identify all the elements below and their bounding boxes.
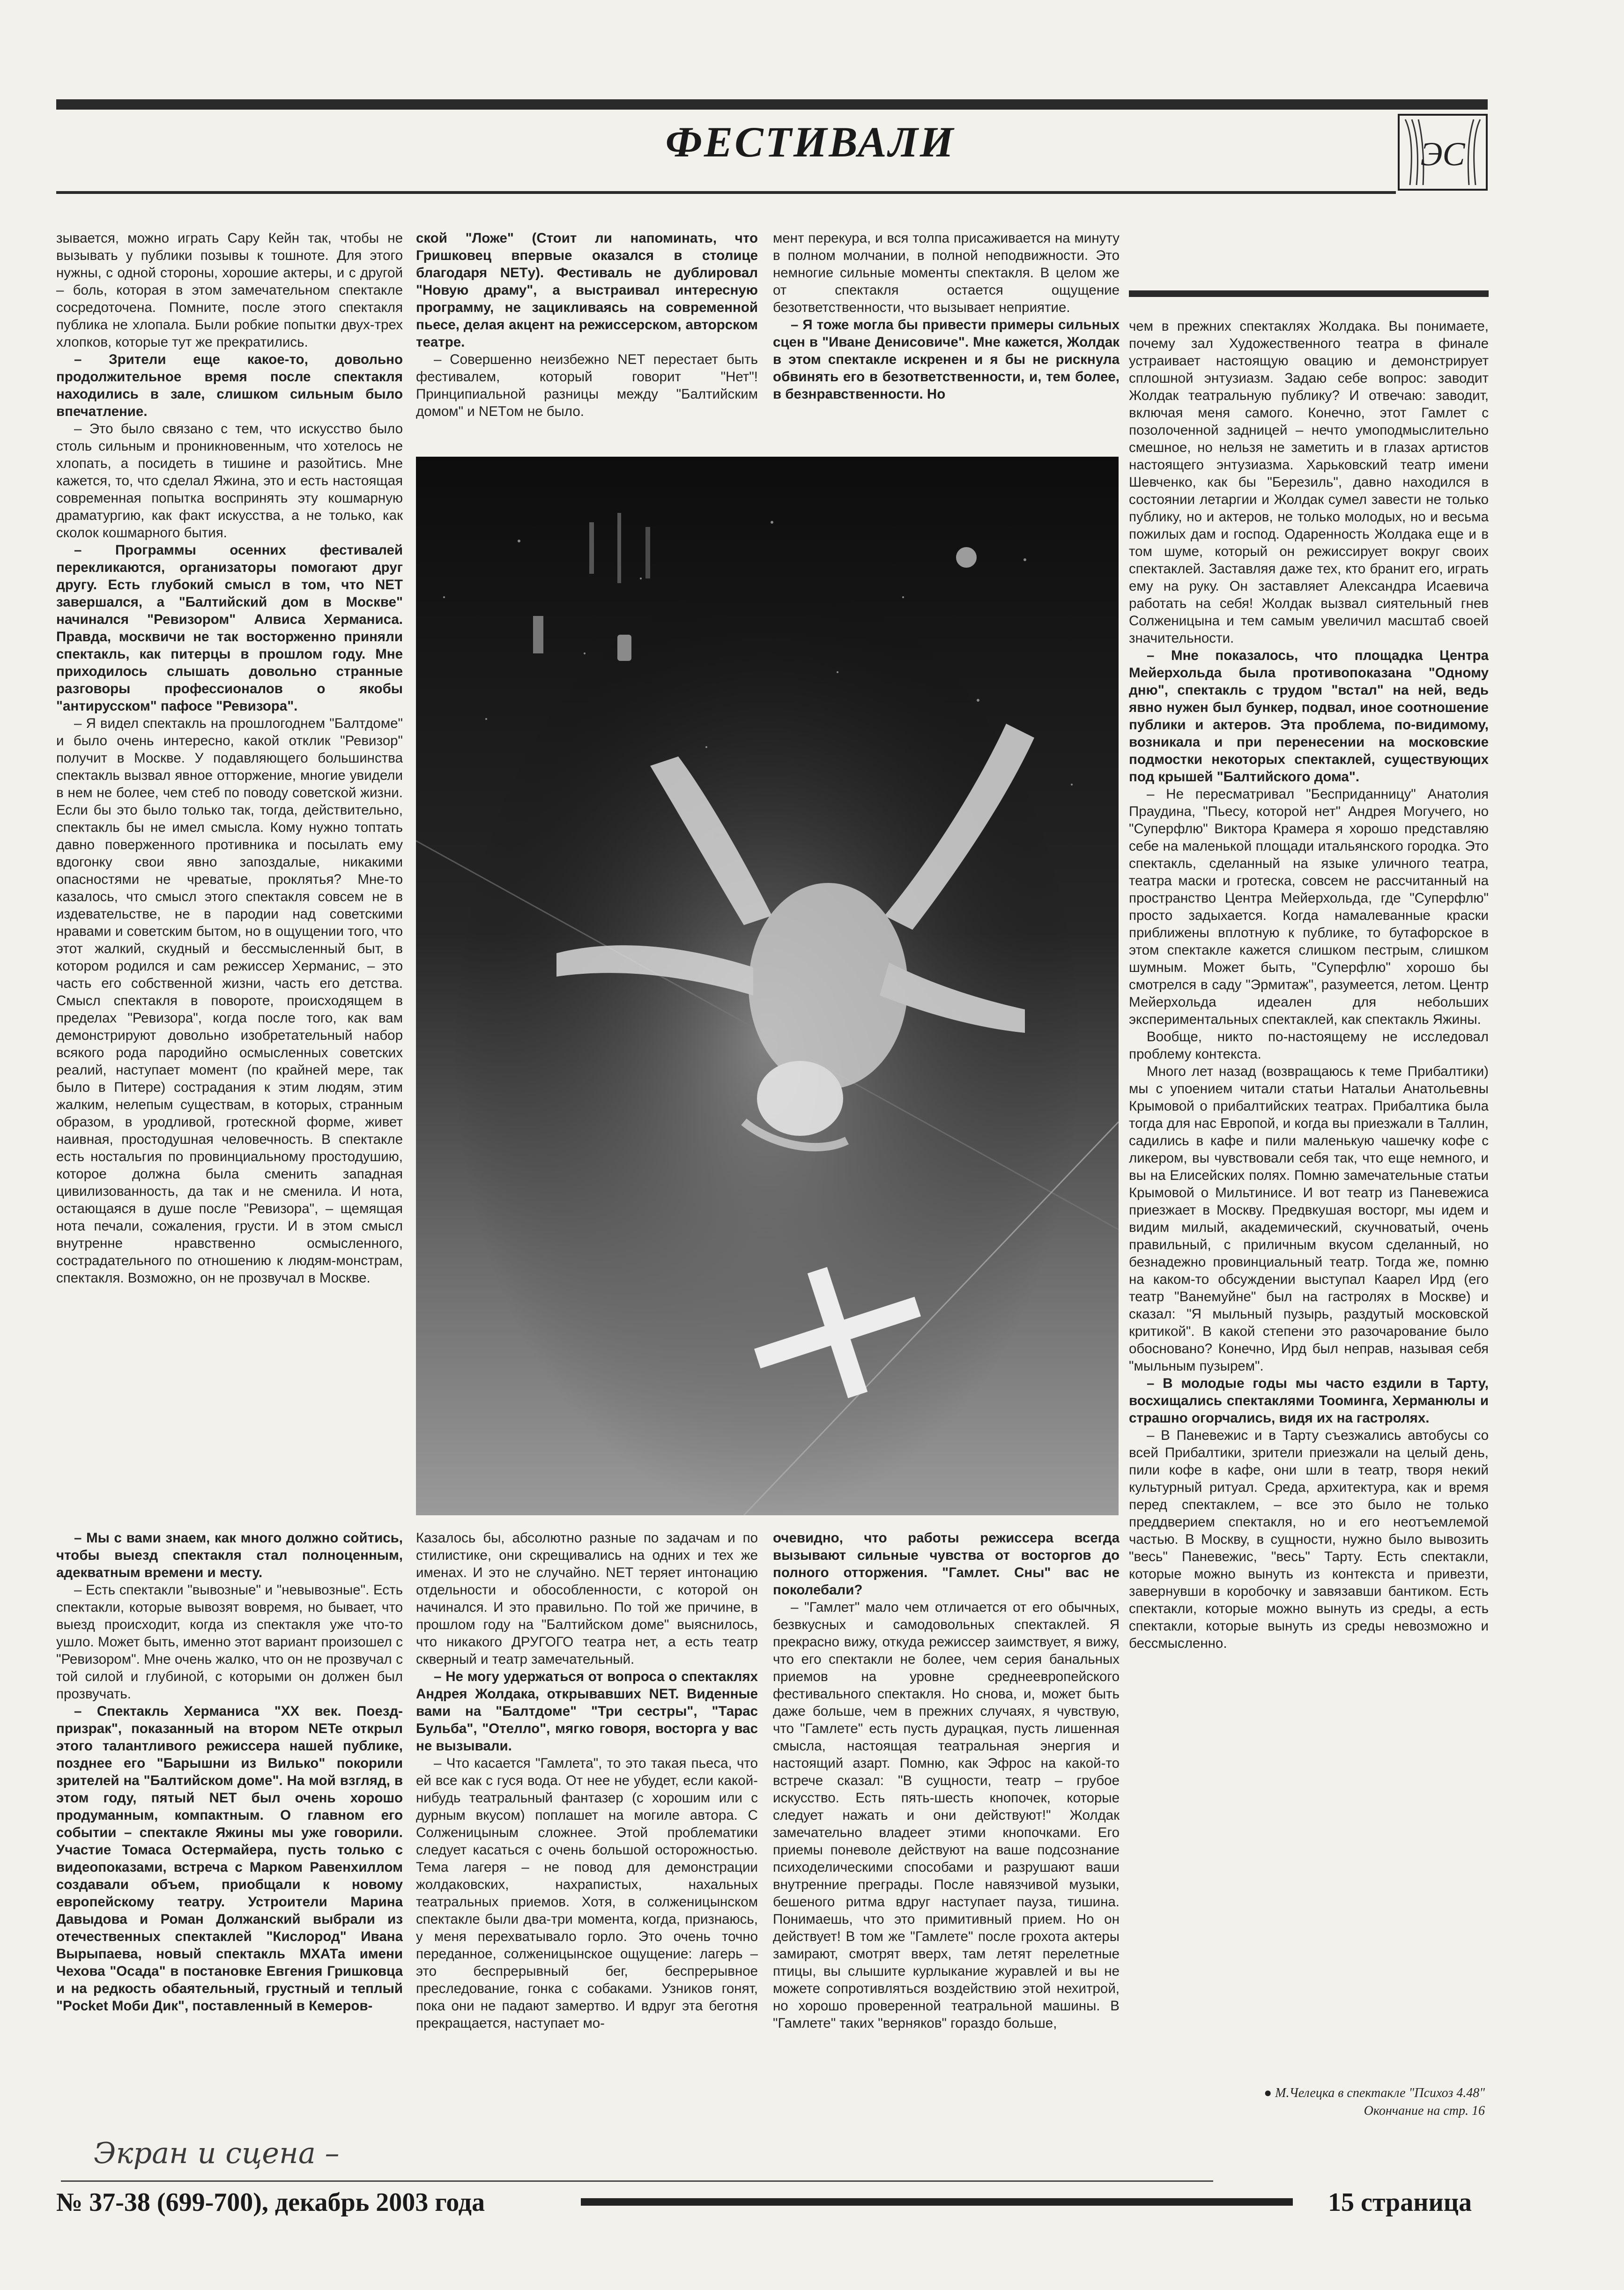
continued-note: Окончание на стр. 16 xyxy=(1364,2104,1485,2118)
photo-caption xyxy=(1129,2084,1485,2120)
handwriting-rule xyxy=(61,2180,1213,2182)
column-2-upper xyxy=(416,230,758,450)
article-paragraph: Вообще, никто по-настоящему не исследовал проблему контекста. xyxy=(1129,1029,1489,1062)
article-paragraph: – Спектакль Херманиса "ХХ век. Поезд-призрак", показанный на втором NETe открыл этого талантливого режиссера нашей публике, позднее его "Барышни из Вилько" покорили зрителей на "Балтийском доме". На мой взгляд, в этом году, пятый NET был очень хорошо продуманным, компактным. О главном его событии – спектакле Яжины мы уже говорили. Участие Томаса Остермайера, пусть только с видеопоказами, встреча с Марком Равенхиллом создавали объем, приобщали к новому европейскому театру. Устроители Марина Давыдова и Роман Должанский выбрали из отечественных спектаклей "Кислород" Ивана Вырыпаева, новый спектакль МХАТа имени Чехова "Осада" в постановке Евгения Гришковца и на редкость обаятельный, грустный и теплый "Pocket Моби Дик", поставленный в Кемеров- xyxy=(56,1704,403,2014)
column-4 xyxy=(1129,318,1489,2074)
article-paragraph: – Совершенно неизбежно NET перестает быть фестивалем, который говорит "Нет"! Принципиальной разницы между "Балтийским домом" и NETом не было. xyxy=(416,352,758,419)
article-paragraph: – Программы осенних фестивалей перекликаются, организаторы помогают друг другу. Есть глубокий смысл в том, что NET завершался, а "Балтийский дом в Москве" начинался "Ревизором" Алвиса Херманиса. Правда, москвичи не так восторженно приняли спектакль, как питерцы в прошлом году. Мне приходилось слышать довольно странные разговоры профессионалов о якобы "антирусском" пафосе "Ревизора". xyxy=(56,542,403,714)
article-paragraph: – Есть спектакли "вывозные" и "невывозные". Есть спектакли, которые вывозят вовремя, но бывает, что выезд происходит, когда из спектакля уже что-то ушло. Может быть, именно этот вариант произошел с "Ревизором". Мне очень жалко, что он не прозвучал с той силой и глубиной, с которыми он должен был прозвучать. xyxy=(56,1582,403,1702)
article-paragraph: Казалось бы, абсолютно разные по задачам и по стилистике, они скрещивались на одних и тех же именах. И это не случайно. NET теряет интонацию отдельности и обособленности, с которой он начинался. И это правильно. По той же причине, в прошлом году на "Балтийском доме" выяснилось, что никакого ДРУГОГО театра нет, а есть театр скверный и театр замечательный. xyxy=(416,1530,758,1667)
newspaper-logo-icon xyxy=(1396,110,1490,194)
article-paragraph: очевидно, что работы режиссера всегда вызывают сильные чувства от восторгов до полного отторжения. "Гамлет. Сны" вас не поколебали? xyxy=(773,1530,1120,1598)
article-paragraph: – Это было связано с тем, что искусство было столь сильным и проникновенным, что хотелось не хлопать, а посидеть в тишине и разойтись. Мне кажется, то, что сделал Яжина, это и есть настоящая современная попытка воспринять эту кошмарную драматургию, как факт искусства, а не только, как сколок кошмарного бытия. xyxy=(56,421,403,541)
svg-text:ЭС: ЭС xyxy=(1420,135,1465,173)
article-paragraph: Много лет назад (возвращаюсь к теме Прибалтики) мы с упоением читали статьи Натальи Анатольевны Крымовой о прибалтийских театрах. Прибалтика была тогда для нас Европой, и когда вы приезжали в Таллин, садились в кафе и пили маленькую чашечку кофе с ликером, вы чувствовали себя так, что еще немного, и вы на Елисейских полях. Помню замечательные статьи Крымовой о Мильтинисе. И вот театр из Паневежиса приезжает в Москву. Предвкушая восторг, мы идем и видим милый, академический, скучноватый, очень правильный, с приличным вкусом сделанный, но безнадежно провинциальный театр. Тогда же, помню на каком-то обсуждении выступал Каарел Ирд (его театр "Ванемуйне" был на гастролях в Москве) и сказал: "Я мыльный пузырь, раздутый московской критикой". В какой степени это разочарование было обосновано? Конечно, Ирд был неправ, называя себя "мыльным пузырем". xyxy=(1129,1064,1489,1374)
article-paragraph: – В молодые годы мы часто ездили в Тарту, восхищались спектаклями Тооминга, Херманюлы и страшно огорчались, видя их на гастролях. xyxy=(1129,1376,1489,1426)
article-paragraph: – "Гамлет" мало чем отличается от его обычных, безвкусных и самодовольных спектаклей. Я прекрасно вижу, откуда режиссер заимствует, я вижу, что его спектакли не более, чем серия банальных приемов на уровне среднеевропейского фестивального спектакля. Но снова, и, может быть даже больше, чем в прежних случаях, я чувствую, что "Гамлете" есть пусть дурацкая, пусть лишенная смысла, настоящая театральная энергия и настоящий азарт. Помню, как Эфрос на какой-то встрече сказал: "В сущности, театр – грубое искусство. Есть пять-шесть кнопочек, которые следует нажать и они действуют!" Жолдак замечательно владеет этими кнопочками. Его приемы поневоле действуют на ваше подсознание психоделическими способами и разрушают ваши внутренние преграды. После навязчивой музыки, бешеного ритма вдруг наступает пауза, тишина. Понимаешь, что это примитивный прием. Но он действует! В том же "Гамлете" после грохота актеры замирают, смотрят вверх, там летят перелетные птицы, вы слышите курлыкание журавлей и вы не можете сопротивляться воздействию этой нехитрой, но хорошо проверенной театральной машины. В "Гамлете" таких "верняков" гораздо больше, xyxy=(773,1600,1120,2031)
article-paragraph: – Мне показалось, что площадка Центра Мейерхольда была противопоказана "Одному дню", спектакль с трудом "встал" на ней, ведь явно нужен был бункер, подвал, иное соотношение публики и актеров. Эта проблема, по-видимому, возникала и при перенесении на московские подмостки некоторых спектаклей, существующих под крышей "Балтийского дома". xyxy=(1129,648,1489,785)
article-paragraph: – Я видел спектакль на прошлогоднем "Балтдоме" и было очень интересно, какой отклик "Ревизор" получит в Москве. У подавляющего большинства спектакль вызвал явное отторжение, многие увидели в нем не более, чем стеб по поводу советской жизни. Если бы это было только так, тогда, действительно, спектакль бы не имел смысла. Кому нужно топтать давно поверженного противника и посылать ему вдогонку свои явно запоздалые, никакими опасностями не чреватые, проклятья? Мне-то казалось, что смысл этого спектакля совсем не в издевательстве, не в пародии над советскими нравами и советским бытом, но в ощущении того, что этот жалкий, скудный и бессмысленный быт, в котором родился и сам режиссер Херманис, – это часть его собственной жизни, часть его детства. Смысл спектакля в повороте, происходящем в пределах "Ревизора", когда после того, как вам демонстрируют довольно изобретательный набор всякого рода пародийно осмысленных советских реалий, наступает момент (по крайней мере, так было в Питере) сострадания к этим людям, этим жалким, нелепым существам, в которых, странным образом, в уродливой, гротескной форме, живет наивная, простодушная человечность. В спектакле есть ностальгия по провинциальному простодушию, которое должна была сменить западная цивилизованность, да так и не сменила. И нота, остающаяся в душе после "Ревизора", – щемящая нота печали, сожаления, грусти. И в этом смысл внутренне нравственно осмысленного, сострадательного по отношению к людям-монстрам, спектакля. Возможно, он не прозвучал в Москве. xyxy=(56,716,403,1286)
page-number: 15 страница xyxy=(1328,2188,1472,2217)
caption-line-1: ● М.Челецка в спектакле "Психоз 4.48" xyxy=(1264,2086,1485,2100)
issue-number: № 37-38 (699-700), декабрь 2003 года xyxy=(56,2188,485,2217)
handwritten-note: Экран и сцена – xyxy=(94,2136,340,2170)
article-paragraph: чем в прежних спектаклях Жолдака. Вы понимаете, почему зал Художественного театра в финале устраивает настоящую овацию и демонстрирует сплошной энтузиазм. Задаю себе вопрос: заводит Жолдак театральную публику? И отвечаю: заводит, включая меня самого. Конечно, этот Гамлет с позолоченной задницей – нечто умоподмыслительно смешное, но нельзя не заметить и в глазах артистов настоящего энтузиазма. Харьковский театр имени Шевченко, как бы "Березиль", давно находился в состоянии летаргии и Жолдак сумел завести не только публику, но и актеров, не только молодых, но и весьма пожилых дам и господ. Одаренность Жолдака еще и в том шуме, который он режиссирует вокруг своих спектаклей. Заставляя даже тех, кто бранит его, играть ему на руку. Он заставляет Александра Исаевича работать на себя! Жолдак вызвал сиятельный гнев Солженицына и тем самым увеличил масштаб своей значительности. xyxy=(1129,319,1489,646)
footer-rule xyxy=(581,2198,1293,2206)
article-paragraph: мент перекура, и вся толпа присаживается на минуту в полном молчании, в полной неподвижности. Это немногие сильные моменты спектакля. В целом же от спектакля остается ощущение безответственности, что вызывает неприятие. xyxy=(773,230,1120,315)
article-paragraph: – Не могу удержаться от вопроса о спектаклях Андрея Жолдака, открывавших NET. Виденные вами на "Балтдоме" "Три сестры", "Тарас Бульба", "Отелло", мягко говоря, восторга у вас не вызывали. xyxy=(416,1669,758,1754)
column-2-lower xyxy=(416,1529,758,2178)
article-paragraph: – Мы с вами знаем, как много должно сойтись, чтобы выезд спектакля стал полноценным, адекватным времени и месту. xyxy=(56,1530,403,1580)
top-rule xyxy=(56,99,1488,110)
article-paragraph: зывается, можно играть Сару Кейн так, чтобы не вызывать у публики позывы к тошноте. Для этого нужны, с одной стороны, хорошие актеры, и с другой – боль, которая в этом замечательном спектакле сосредоточена. Помните, после этого спектакля публика не хлопала. Были робкие попытки двух-трех хлопков, которые тут же прекратились. xyxy=(56,230,403,350)
column-3-lower xyxy=(773,1529,1120,2178)
column-1-upper xyxy=(56,230,403,1522)
stage-photo xyxy=(416,457,1119,1515)
article-paragraph: – Зрители еще какое-то, довольно продолжительное время после спектакля находились в зале, слишком сильным было впечатление. xyxy=(56,352,403,419)
section-title: ФЕСТИВАЛИ xyxy=(665,118,956,166)
column-4-top-rule xyxy=(1129,290,1489,297)
article-paragraph: ской "Ложе" (Стоит ли напоминать, что Гришковец впервые оказался в столице благодаря NETу). Фестиваль не дублировал "Новую драму", а выстраивал интересную программу, не зацикливаясь на современной пьесе, делая акцент на режиссерском, авторском театре. xyxy=(416,230,758,350)
article-paragraph: – В Паневежис и в Тарту съезжались автобусы со всей Прибалтики, зрители приезжали на целый день, пили кофе в кафе, они шли в театр, творя некий культурный ритуал. Среда, архитектура, как и время перед спектаклем, – все это было не только преддверием спектакля, но и его неотъемлемой частью. В Москву, в сущности, нужно было вывозить "весь" Паневежис, "весь" Тарту. Есть спектакли, которые можно вынуть из контекста и привезти, завернувши в коробочку и завязавши бантиком. Есть спектакли, которые можно вынуть из среды, а есть спектакли, которые вынуть из среды невозможно и бессмысленно. xyxy=(1129,1428,1489,1651)
header-underline xyxy=(56,191,1396,194)
article-paragraph: – Я тоже могла бы привести примеры сильных сцен в "Иване Денисовиче". Мне кажется, Жолдак в этом спектакле искренен и я бы не рискнула обвинять его в безответственности, и, тем более, в безнравственности. Но xyxy=(773,317,1120,402)
article-paragraph: – Не пересматривал "Бесприданницу" Анатолия Праудина, "Пьесу, которой нет" Андрея Могучего, но "Суперфлю" Виктора Крамера я хорошо представляю себе на маленькой площади итальянского городка. Это спектакль, сделанный на языке уличного театра, театра маски и гротеска, совсем не рассчитанный на пространство Центра Мейерхольда, где "Суперфлю" просто задыхается. Когда намалеванные краски приближены вплотную к публике, то бутафорское в этом спектакле кажется слишком пестрым, слишком шумным. Может быть, "Суперфлю" хорошо бы смотрелся в саду "Эрмитаж", разумеется, летом. Центр Мейерхольда идеален для небольших экспериментальных спектаклей, как спектакль Яжины. xyxy=(1129,786,1489,1027)
article-paragraph: – Что касается "Гамлета", то это такая пьеса, что ей все как с гуся вода. От нее не убудет, если какой-нибудь театральный фантазер (с хорошим или с дурным вкусом) поплашет на могиле автора. С Солженицыным сложнее. Этой проблематики следует касаться с очень большой осторожностью. Тема лагеря – не повод для демонстрации жолдаковских, нахрапистых, нахальных театральных приемов. Хотя, в солженицынском спектакле были два-три момента, когда, признаюсь, у меня перехватывало горло. Это очень точно переданное, солженицынское ощущение: лагерь – это беспрерывный бег, беспрерывное преследование, гонка с собаками. Узников гонят, пока они не падают замертво. И вдруг эта беготня прекращается, наступает мо- xyxy=(416,1756,758,2031)
column-1-lower xyxy=(56,1529,403,2178)
bullet-icon: ● xyxy=(1264,2086,1272,2100)
column-3-upper xyxy=(773,230,1120,450)
